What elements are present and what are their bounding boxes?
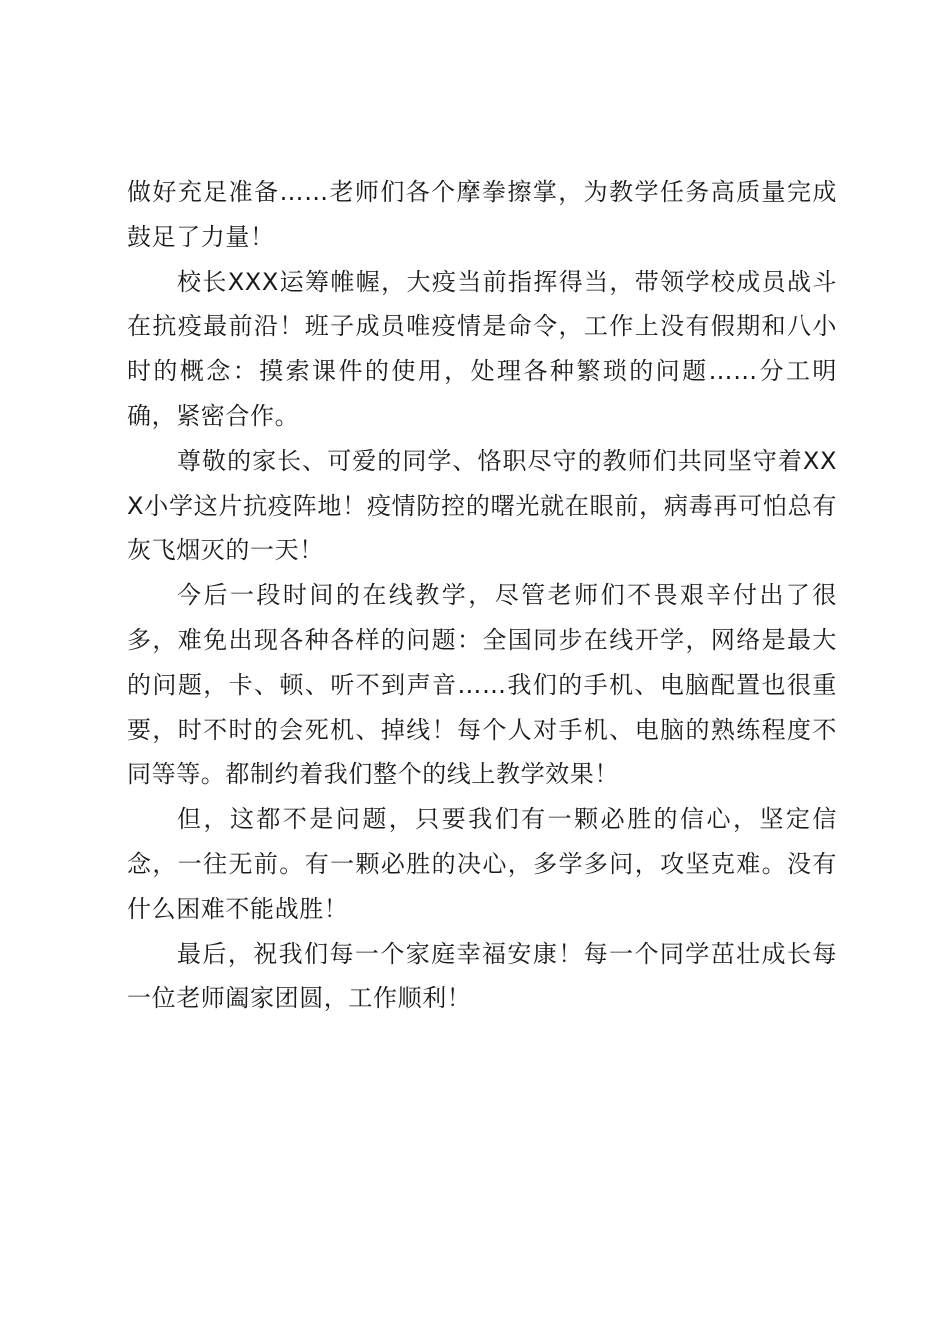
document-body — [127, 170, 837, 1021]
paragraph-3: 尊敬的家长、可爱的同学、恪职尽守的教师们共同坚守着XXX小学这片抗疫阵地！疫情防控的曙光就在眼前，病毒再可怕总有灰飞烟灭的一天！ — [127, 446, 837, 565]
paragraph-1: 做好充足准备……老师们各个摩拳擦掌，为教学任务高质量完成鼓足了力量！ — [127, 178, 837, 251]
paragraph-6: 最后，祝我们每一个家庭幸福安康！每一个同学茁壮成长每一位老师阖家团圆，工作顺利！ — [127, 939, 837, 1013]
paragraph-4: 今后一段时间的在线教学，尽管老师们不畏艰辛付出了很多，难免出现各种各样的问题：全国同步在线开学，网络是最大的问题，卡、顿、听不到声音……我们的手机、电脑配置也很重要，时不时的会死机、掉线！每个人对手机、电脑的熟练程度不同等等。都制约着我们整个的线上教学效果！ — [127, 581, 837, 789]
paragraph-2: 校长XXX运筹帷幄，大疫当前指挥得当，带领学校成员战斗在抗疫最前沿！班子成员唯疫情是命令，工作上没有假期和八小时的概念：摸索课件的使用，处理各种繁琐的问题……分工明确，紧密合作。 — [127, 267, 837, 430]
paragraph-5: 但，这都不是问题，只要我们有一颗必胜的信心，坚定信念，一往无前。有一颗必胜的决心，多学多问，攻坚克难。没有什么困难不能战胜！ — [127, 805, 837, 923]
